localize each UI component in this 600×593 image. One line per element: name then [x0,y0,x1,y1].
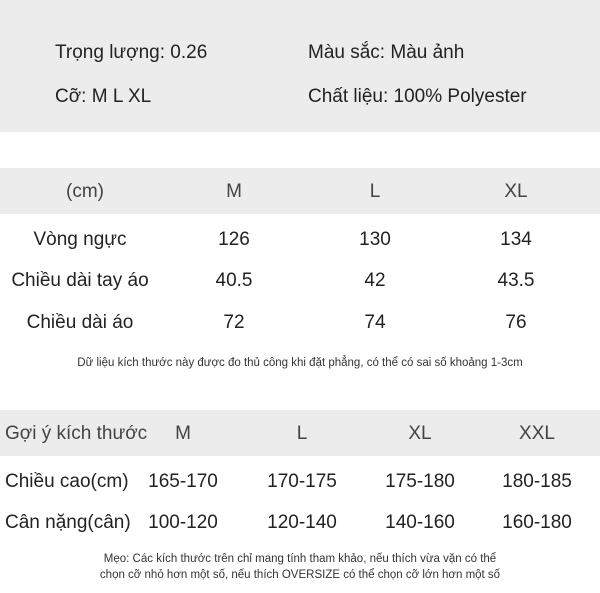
weight-info: Trọng lượng: 0.26 [55,42,208,63]
column-header-xl: XL [408,423,432,444]
size-guide-header: Gợi ý kích thước [5,423,148,444]
material-info: Chất liệu: 100% Polyester [308,86,527,107]
row-label: Vòng ngực [33,229,127,250]
table-cell: 140-160 [385,512,455,533]
column-header-l: L [369,181,381,202]
column-header-m: M [175,423,191,444]
table-cell: 126 [218,229,250,250]
table-cell: 120-140 [267,512,337,533]
row-label: Chiều dài áo [26,312,134,333]
row-label: Cân nặng(cân) [5,512,131,533]
product-info-box [0,0,600,132]
table-cell: 76 [505,312,527,333]
measurement-note: Dữ liệu kích thước này được đo thủ công khi đặt phẳng, có thể có sai số khoảng 1-3cm [77,357,523,369]
row-label: Chiều cao(cm) [5,471,129,492]
column-header-m: M [226,181,242,202]
table-cell: 130 [359,229,391,250]
column-header-l: L [296,423,308,444]
table-cell: 43.5 [497,270,535,291]
table-cell: 160-180 [502,512,572,533]
color-info: Màu sắc: Màu ảnh [308,42,465,63]
size-guide-header-row [0,410,600,456]
table-cell: 74 [364,312,386,333]
table-cell: 165-170 [148,471,218,492]
measurement-header-row [0,168,600,214]
row-label: Chiều dài tay áo [11,270,149,291]
size-guide-note-line1: Mẹo: Các kích thước trên chỉ mang tính tham khảo, nếu thích vừa vặn có thể [103,553,497,565]
table-cell: 175-180 [385,471,455,492]
column-header-xl: XL [504,181,528,202]
unit-header: (cm) [66,181,104,202]
table-cell: 42 [364,270,386,291]
table-cell: 40.5 [215,270,253,291]
table-cell: 72 [223,312,245,333]
table-cell: 100-120 [148,512,218,533]
size-guide-note-line2: chọn cỡ nhỏ hơn một số, nếu thích OVERSIZE có thể chọn cỡ lớn hơn một số [99,569,501,581]
size-info: Cỡ: M L XL [55,86,152,107]
table-cell: 180-185 [502,471,572,492]
column-header-xxl: XXL [519,423,555,444]
table-cell: 134 [500,229,532,250]
table-cell: 170-175 [267,471,337,492]
